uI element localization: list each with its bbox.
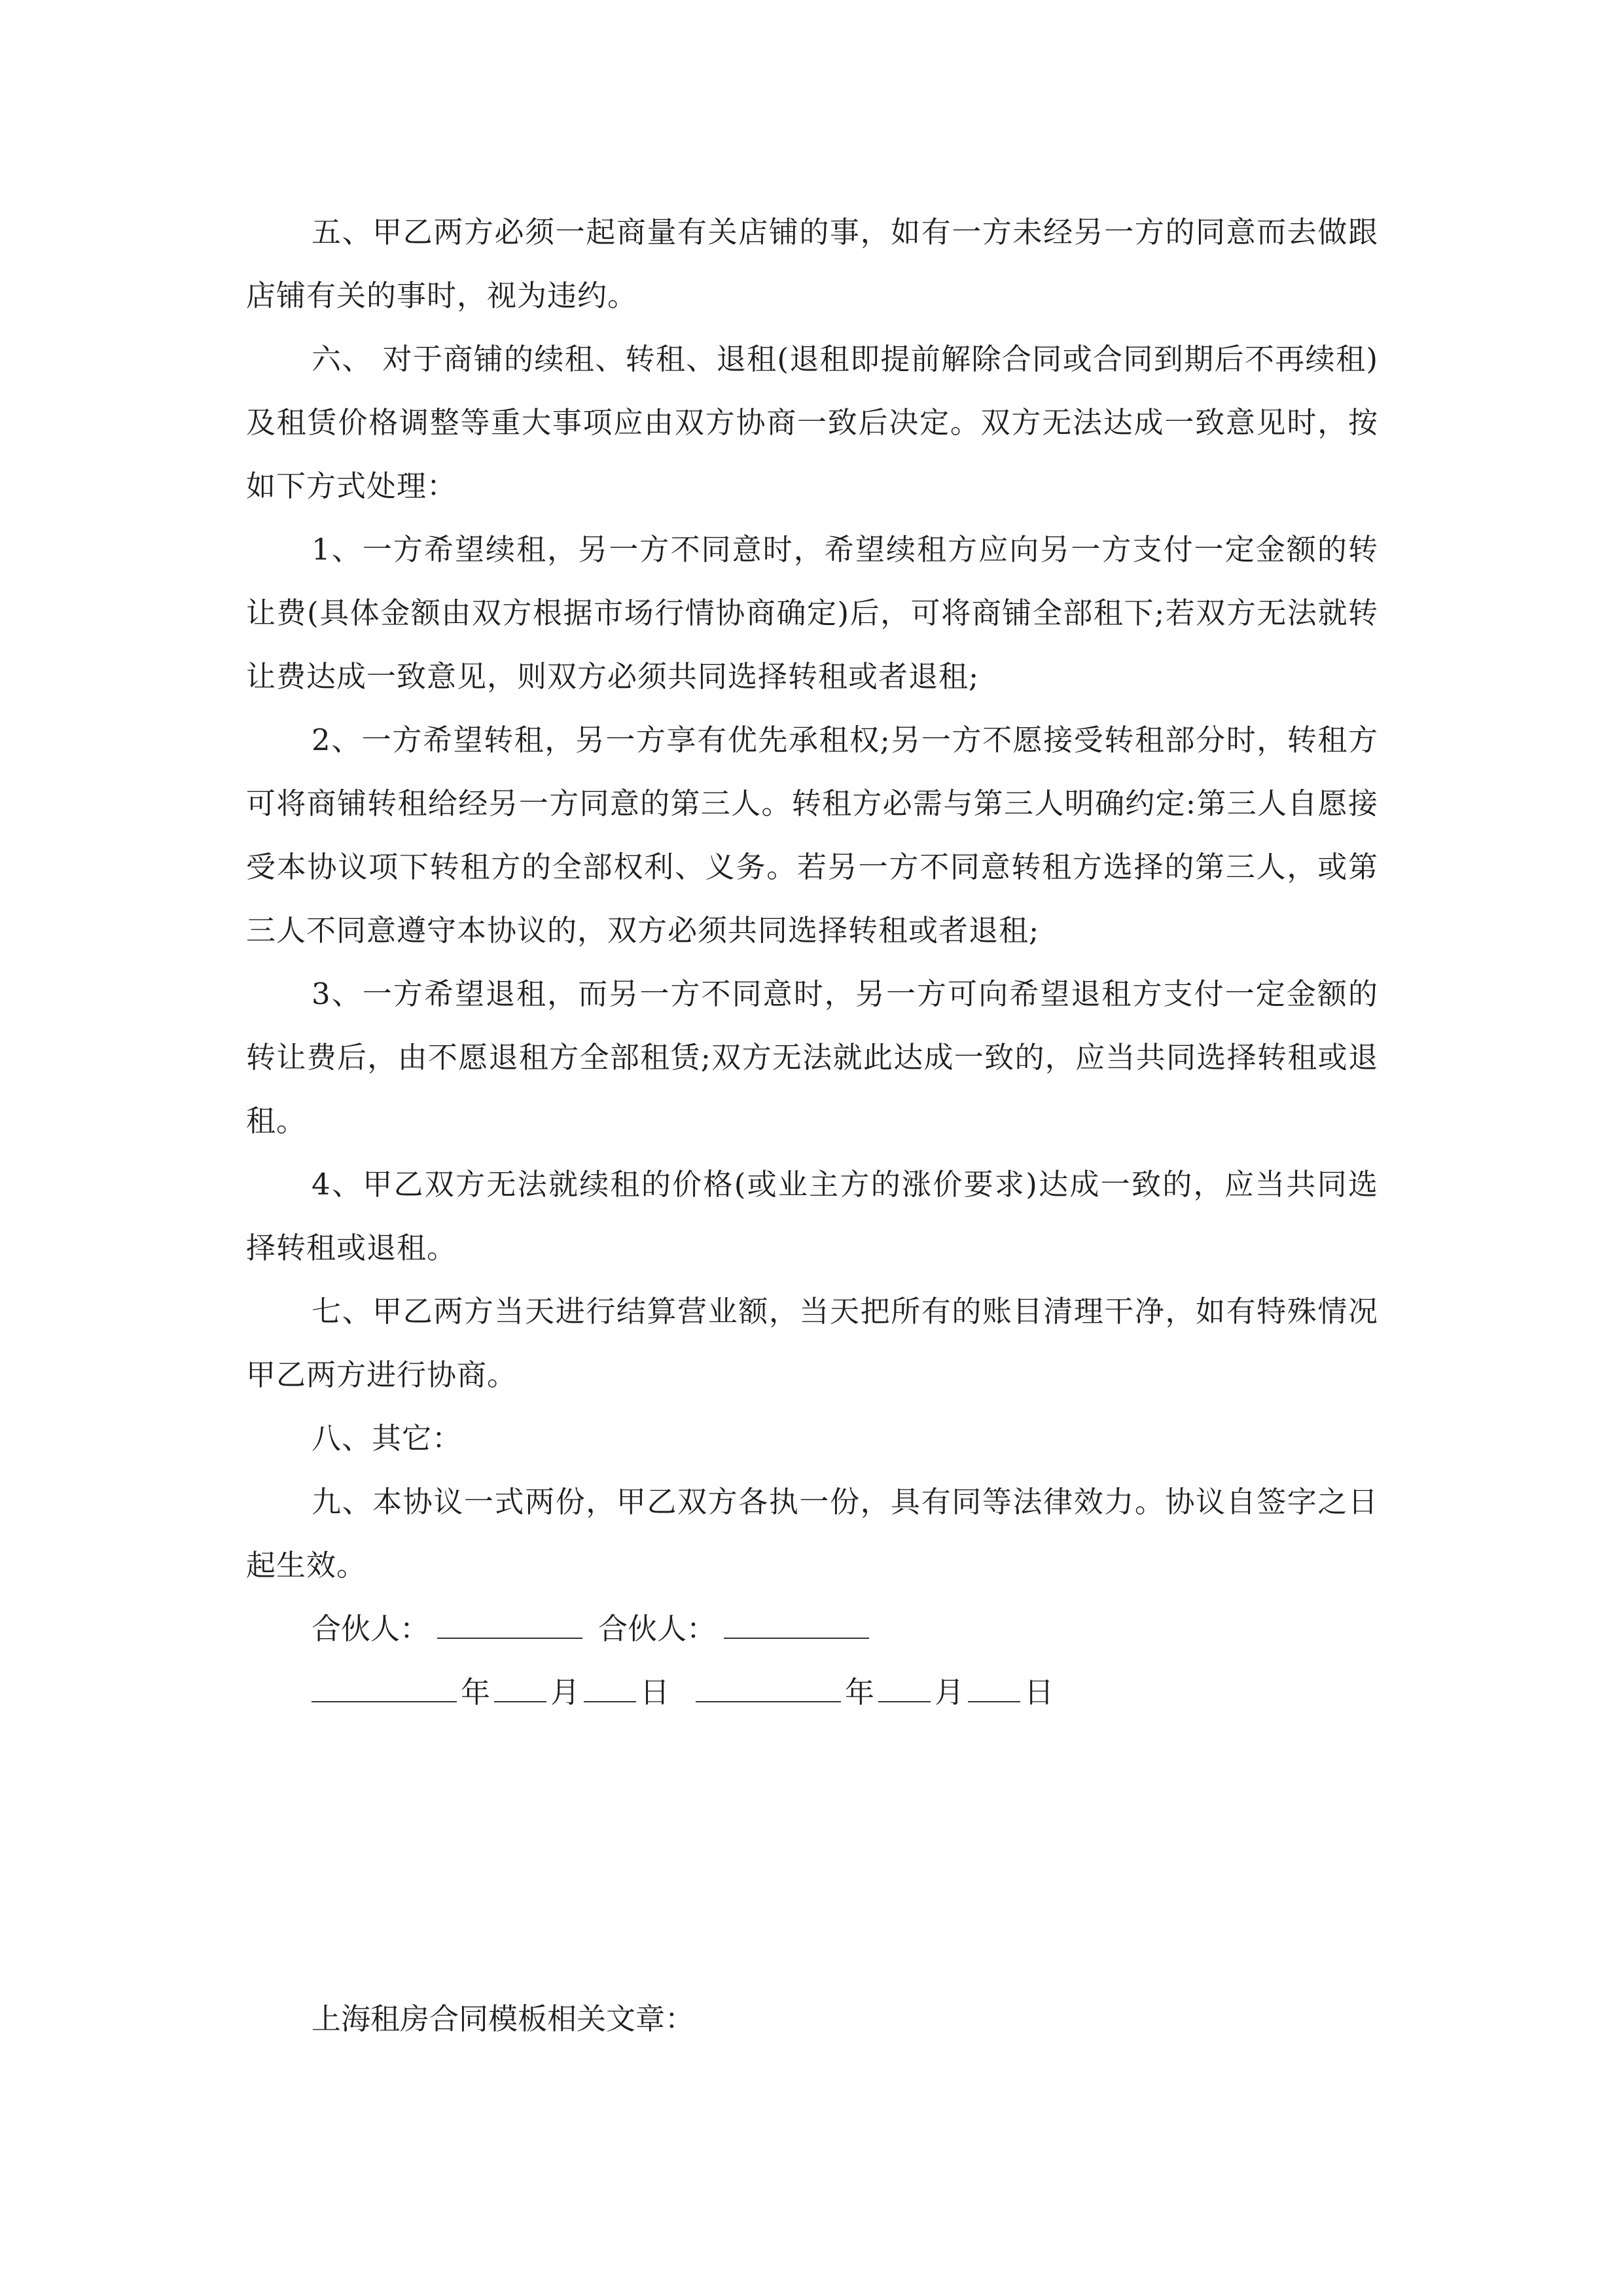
clause-7: 七、甲乙两方当天进行结算营业额，当天把所有的账目清理干净，如有特殊情况甲乙两方进行协商。	[246, 1294, 1378, 1392]
clause-6-item-2: 2、一方希望转租，另一方享有优先承租权;另一方不愿接受转租部分时，转租方可将商铺转租给经另一方同意的第三人。转租方必需与第三人明确约定:第三人自愿接受本协议项下转租方的全部权利、义务。若另一方不同意转租方选择的第三人，或第三人不同意遵守本协议的，双方必须共同选择转租或者退租;	[246, 723, 1378, 948]
clause-6-item-3: 3、一方希望退租，而另一方不同意时，另一方可向希望退租方支付一定金额的转让费后，由不愿退租方全部租赁;双方无法就此达成一致的，应当共同选择转租或退租。	[246, 977, 1378, 1138]
date-row	[246, 1660, 1378, 1724]
document-body	[246, 200, 1378, 1724]
partner-2-blank	[724, 1613, 869, 1639]
date-1-day-blank	[584, 1676, 636, 1702]
related-articles-heading: 上海租房合同模板相关文章：	[312, 2001, 695, 2036]
date-1-month-label: 月	[550, 1675, 580, 1710]
date-1-day-label: 日	[640, 1675, 670, 1710]
date-2-month-label: 月	[935, 1675, 965, 1710]
date-2-day-label: 日	[1024, 1675, 1054, 1710]
clause-6-item-4: 4、甲乙双方无法就续租的价格(或业主方的涨价要求)达成一致的，应当共同选择转租或退租。	[246, 1167, 1378, 1265]
clause-6: 六、 对于商铺的续租、转租、退租(退租即提前解除合同或合同到期后不再续租)及租赁价格调整等重大事项应由双方协商一致后决定。双方无法达成一致意见时，按如下方式处理：	[246, 342, 1378, 503]
partner-label-2: 合伙人：	[598, 1611, 717, 1646]
partner-1-blank	[437, 1613, 582, 1639]
date-2-day-blank	[968, 1676, 1020, 1702]
partner-label-1: 合伙人：	[312, 1611, 430, 1646]
date-1-year-blank	[312, 1676, 457, 1702]
date-2-month-blank	[878, 1676, 931, 1702]
clause-8: 八、其它：	[312, 1421, 463, 1456]
clause-6-item-1: 1、一方希望续租，另一方不同意时，希望续租方应向另一方支付一定金额的转让费(具体金额由双方根据市场行情协商确定)后，可将商铺全部租下;若双方无法就转让费达成一致意见，则双方必须共同选择转租或者退租;	[246, 532, 1378, 694]
clause-5: 五、甲乙两方必须一起商量有关店铺的事，如有一方未经另一方的同意而去做跟店铺有关的事时，视为违约。	[246, 215, 1378, 313]
partner-signature-row	[246, 1597, 1378, 1660]
date-1-month-blank	[494, 1676, 546, 1702]
date-1-year-label: 年	[461, 1675, 491, 1710]
clause-9: 九、本协议一式两份，甲乙双方各执一份，具有同等法律效力。协议自签字之日起生效。	[246, 1484, 1378, 1583]
date-2-year-blank	[696, 1676, 841, 1702]
date-2-year-label: 年	[845, 1675, 875, 1710]
